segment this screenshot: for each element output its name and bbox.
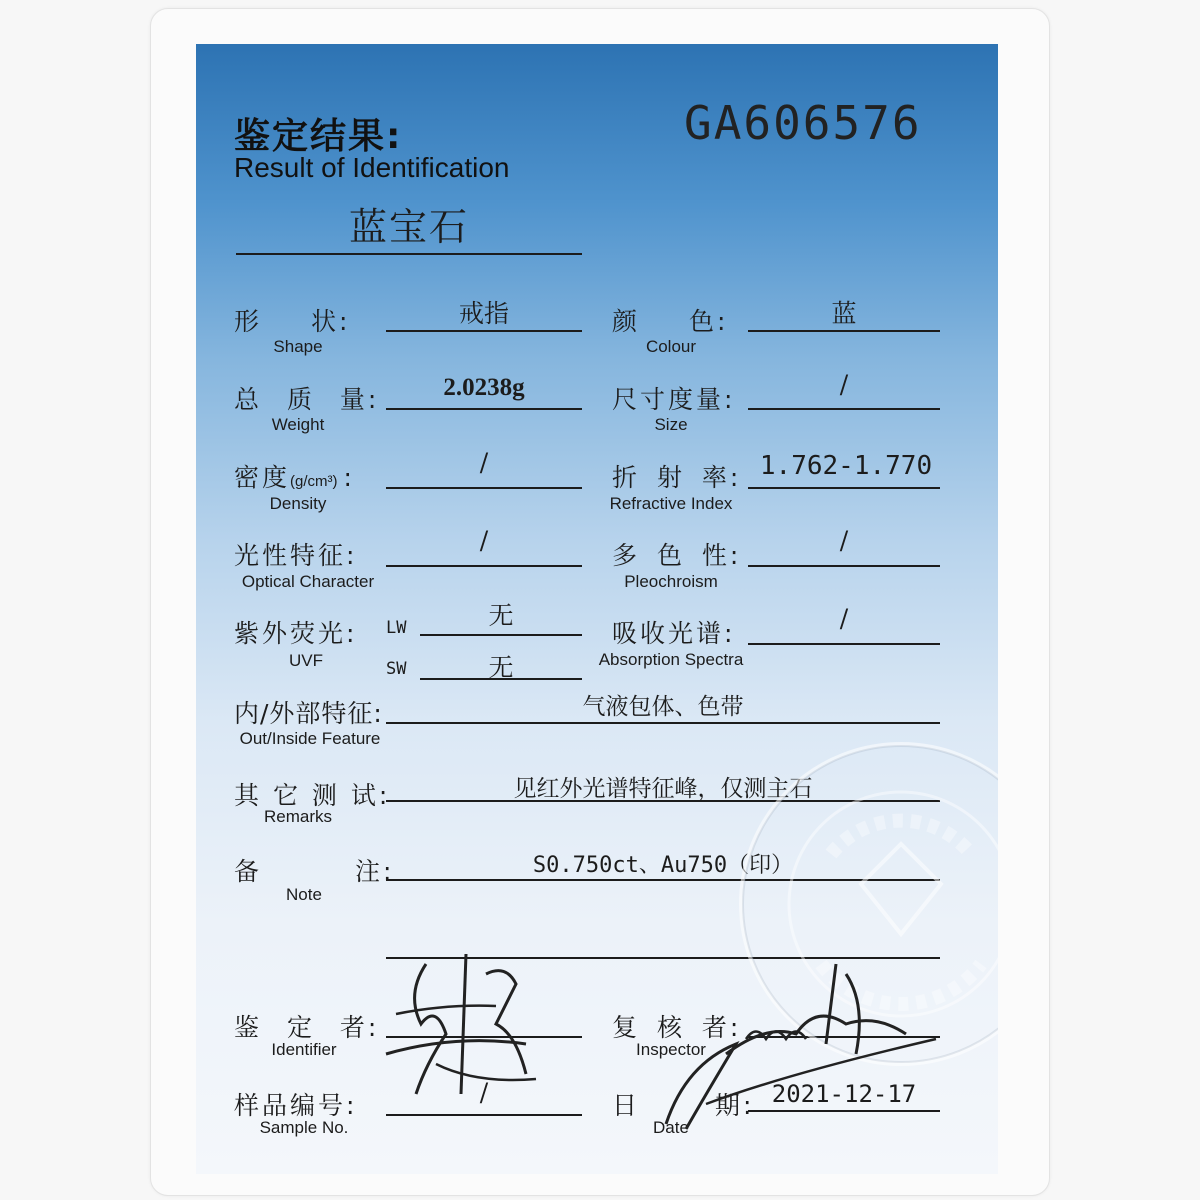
size-label: 尺寸度量:	[612, 385, 736, 414]
density-unit: (g/cm³)	[290, 473, 338, 490]
optical-character-label: 光性特征:	[234, 541, 358, 570]
shape-label: 形 状:	[234, 307, 351, 336]
density-underline	[386, 487, 582, 489]
refractive-index-label: 折 射 率:	[612, 463, 742, 492]
density-value: /	[479, 448, 489, 477]
certificate-number: GA606576	[684, 96, 922, 150]
note-label: 备 注:	[234, 857, 395, 886]
colour-label-en: Colour	[645, 337, 697, 356]
lw-value: 无	[488, 601, 514, 630]
feature-label-en: Out/Inside Feature	[239, 729, 381, 748]
date-label-en: Date	[653, 1118, 689, 1137]
feature-value: 气液包体、色带	[582, 694, 744, 720]
weight-value: 2.0238g	[443, 374, 525, 401]
feature-underline	[386, 722, 940, 724]
weight-label-en: Weight	[271, 415, 325, 434]
identifier-label: 鉴 定 者:	[234, 1013, 380, 1042]
density-label-en: Density	[269, 494, 327, 513]
date-label: 日 期:	[612, 1091, 755, 1120]
weight-underline	[386, 408, 582, 410]
weight-label: 总 质 量:	[234, 385, 380, 414]
absorption-spectra-value: /	[839, 604, 849, 633]
sw-value: 无	[488, 653, 514, 682]
remarks-label-en: Remarks	[263, 807, 332, 826]
colour-value: 蓝	[831, 299, 857, 328]
inspector-label: 复 核 者:	[612, 1013, 742, 1042]
lw-label: LW	[386, 618, 407, 638]
title-en: Result of Identification	[234, 152, 510, 183]
sample-no-label-en: Sample No.	[259, 1118, 349, 1137]
optical-character-underline	[386, 565, 582, 567]
density-colon: :	[343, 463, 355, 492]
refractive-index-label-en: Refractive Index	[609, 494, 733, 513]
pleochroism-label-en: Pleochroism	[624, 572, 718, 591]
pleochroism-label: 多 色 性:	[612, 541, 742, 570]
colour-label: 颜 色:	[612, 307, 729, 336]
colour-underline	[748, 330, 940, 332]
feature-label: 内/外部特征:	[234, 699, 383, 728]
remarks-label: 其 它 测 试:	[234, 781, 391, 810]
shape-underline	[386, 330, 582, 332]
optical-character-label-en: Optical Character	[241, 572, 375, 591]
note-value: S0.750ct、Au750（印）	[532, 853, 794, 878]
title-zh: 鉴定结果:	[234, 116, 403, 157]
absorption-spectra-label-en: Absorption Spectra	[598, 650, 744, 669]
sample-no-label: 样品编号:	[234, 1091, 358, 1120]
sw-label: SW	[386, 659, 407, 679]
shape-value: 戒指	[458, 299, 509, 328]
absorption-spectra-underline	[748, 643, 940, 645]
inspector-label-en: Inspector	[636, 1040, 706, 1059]
remarks-value: 见红外光谱特征峰，仅测主石	[513, 776, 813, 802]
uvf-label: 紫外荧光:	[234, 619, 358, 648]
uvf-label-en: UVF	[289, 651, 323, 670]
refractive-index-underline	[748, 487, 940, 489]
sample-no-underline	[386, 1114, 582, 1116]
identifier-signature	[366, 944, 566, 1114]
density-label-zh: 密度	[234, 463, 291, 492]
density-label	[234, 458, 355, 494]
note-label-en: Note	[286, 885, 322, 904]
absorption-spectra-label: 吸收光谱:	[612, 619, 736, 648]
size-underline	[748, 408, 940, 410]
pleochroism-underline	[748, 565, 940, 567]
identifier-label-en: Identifier	[271, 1040, 337, 1059]
result-value: 蓝宝石	[348, 205, 469, 249]
certificate-card	[196, 44, 998, 1174]
shape-label-en: Shape	[273, 337, 323, 356]
size-label-en: Size	[654, 415, 688, 434]
lw-underline	[420, 634, 582, 636]
result-underline	[236, 253, 582, 255]
inspector-signature	[646, 944, 946, 1144]
refractive-index-value: 1.762-1.770	[759, 451, 933, 481]
optical-character-value: /	[479, 526, 489, 555]
sw-underline	[420, 678, 582, 680]
date-value: 2021-12-17	[771, 1080, 917, 1108]
size-value: /	[839, 370, 849, 399]
sample-no-value: /	[479, 1078, 489, 1107]
pleochroism-value: /	[839, 526, 849, 555]
